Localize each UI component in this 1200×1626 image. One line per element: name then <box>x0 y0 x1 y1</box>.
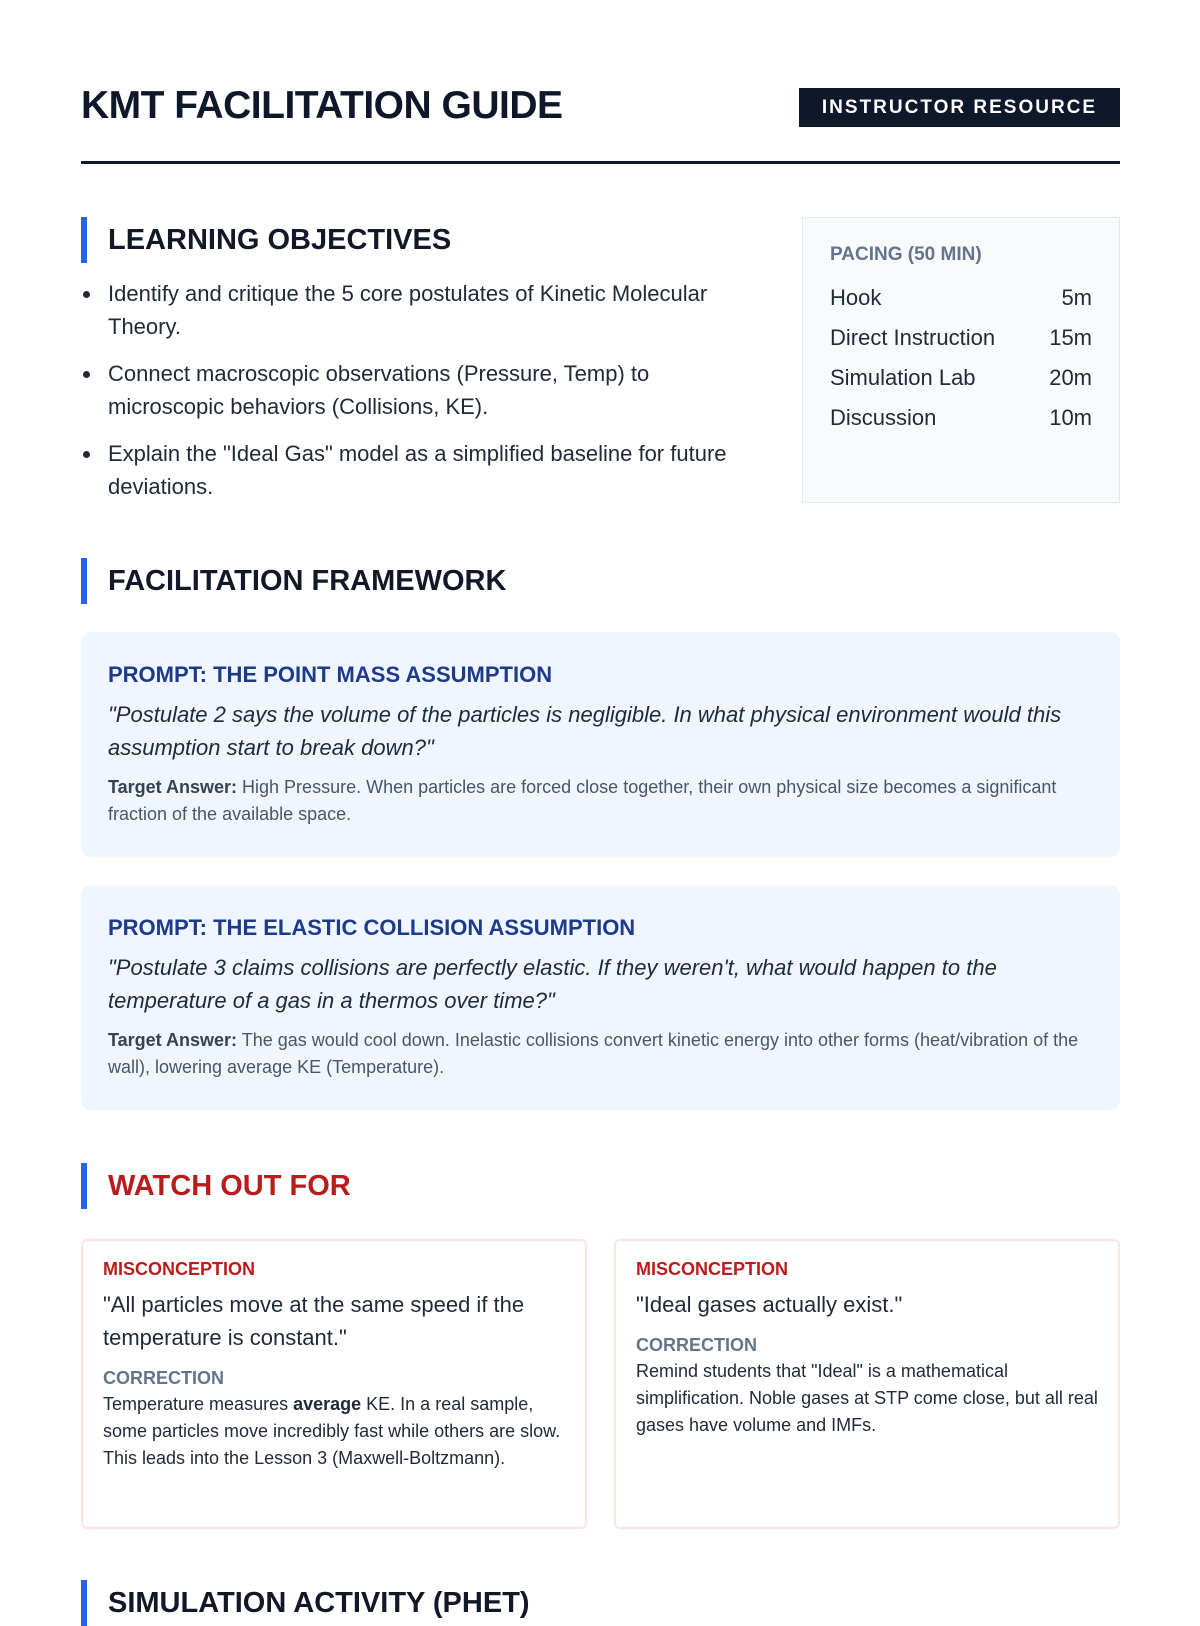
pacing-time: 5m <box>1061 285 1092 310</box>
objectives-list <box>81 277 751 517</box>
pacing-row <box>830 398 1092 438</box>
prompt-quote: "Postulate 3 claims collisions are perfectly elastic. If they weren't, what would happen to the temperature of a gas in a thermos over time?" <box>108 955 997 1013</box>
correction-text <box>103 1391 565 1472</box>
correction-text-emphasis: average <box>293 1394 362 1414</box>
pacing-time: 15m <box>1049 325 1092 350</box>
misconception-label: MISCONCEPTION <box>636 1259 789 1279</box>
answer-text: The gas would cool down. Inelastic collisions convert kinetic energy into other forms (heat/vibration of the wall), lowering average KE (Temperature). <box>108 1030 1079 1077</box>
prompt-quote: "Postulate 2 says the volume of the particles is negligible. In what physical environment would this assumption start to break down?" <box>108 702 1062 760</box>
prompt-title: PROMPT: THE ELASTIC COLLISION ASSUMPTION <box>108 915 636 940</box>
pacing-time: 20m <box>1049 365 1092 390</box>
answer-label: Target Answer: <box>108 777 238 797</box>
correction-label: CORRECTION <box>103 1368 224 1388</box>
simulation-heading: SIMULATION ACTIVITY (PHET) <box>81 1580 530 1626</box>
pacing-title: PACING (50 MIN) <box>830 244 982 265</box>
page-title: KMT FACILITATION GUIDE <box>81 84 563 127</box>
correction-text-end: KE. In a real sample, some particles move incredibly fast while others are slow. This leads into the Lesson 3 (Maxwell-Boltzmann). <box>103 1394 561 1468</box>
misconception-quote: "All particles move at the same speed if the temperature is constant." <box>103 1292 525 1350</box>
prompt-answer <box>108 1027 1093 1081</box>
pacing-row <box>830 318 1092 358</box>
list-item: Connect macroscopic observations (Pressure, Temp) to microscopic behaviors (Collisions, KE). <box>81 357 751 423</box>
resource-badge: INSTRUCTOR RESOURCE <box>799 88 1120 127</box>
answer-label: Target Answer: <box>108 1030 238 1050</box>
pacing-time: 10m <box>1049 405 1092 430</box>
misconception-quote: "Ideal gases actually exist." <box>636 1292 903 1317</box>
correction-text-start: Remind students that "Ideal" is a mathematical simplification. Noble gases at STP come close, but all real gases have volume and IMFs. <box>636 1361 1098 1435</box>
misconception-card <box>81 1239 587 1529</box>
correction-text-start: Temperature measures <box>103 1394 294 1414</box>
framework-heading: FACILITATION FRAMEWORK <box>81 558 506 604</box>
correction-text <box>636 1358 1098 1439</box>
pacing-label: Direct Instruction <box>830 325 996 350</box>
pacing-row <box>830 358 1092 398</box>
pacing-label: Discussion <box>830 405 937 430</box>
misconception-card <box>614 1239 1120 1529</box>
prompt-card <box>81 632 1120 857</box>
objectives-heading: LEARNING OBJECTIVES <box>81 217 451 263</box>
misconception-label: MISCONCEPTION <box>103 1259 256 1279</box>
pacing-label: Hook <box>830 285 882 310</box>
pacing-row <box>830 278 1092 318</box>
answer-text: High Pressure. When particles are forced close together, their own physical size becomes a significant fraction of the available space. <box>108 777 1057 824</box>
prompt-answer <box>108 774 1093 828</box>
pacing-panel <box>802 217 1120 503</box>
prompt-title: PROMPT: THE POINT MASS ASSUMPTION <box>108 662 553 687</box>
list-item: Explain the "Ideal Gas" model as a simplified baseline for future deviations. <box>81 437 751 503</box>
list-item: Identify and critique the 5 core postulates of Kinetic Molecular Theory. <box>81 277 751 343</box>
prompt-card <box>81 885 1120 1110</box>
pacing-label: Simulation Lab <box>830 365 976 390</box>
watch-heading: WATCH OUT FOR <box>81 1163 351 1209</box>
correction-label: CORRECTION <box>636 1335 757 1355</box>
page-header <box>81 84 1120 164</box>
